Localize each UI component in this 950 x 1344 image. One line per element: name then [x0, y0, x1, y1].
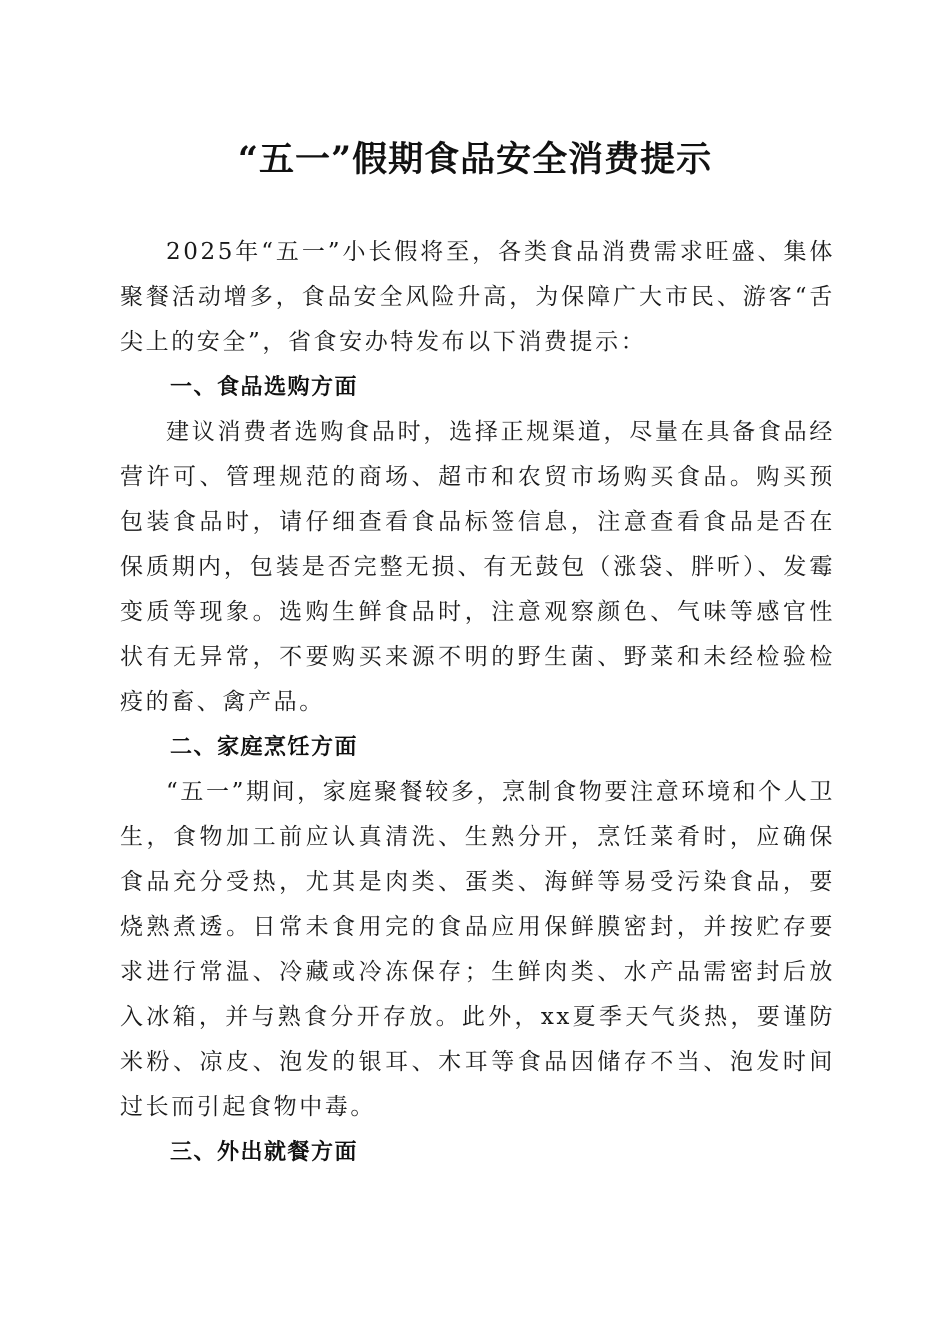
section-body-home-cooking: “五一”期间，家庭聚餐较多，烹制食物要注意环境和个人卫生，食物加工前应认真清洗、生熟分开，烹饪菜肴时，应确保食品充分受热，尤其是肉类、蛋类、海鲜等易受污染食品，要烧熟煮透。日常未食用完的食品应用保鲜膜密封，并按贮存要求进行常温、冷藏或冷冻保存；生鲜肉类、水产品需密封后放入冰箱，并与熟食分开存放。此外，xx夏季天气炎热，要谨防米粉、凉皮、泡发的银耳、木耳等食品因储存不当、泡发时间过长而引起食物中毒。 — [120, 779, 835, 1120]
document-title: “五一”假期食品安全消费提示 — [237, 139, 713, 180]
section-heading-food-purchase: 一、食品选购方面 — [170, 375, 359, 400]
section-heading-dining-out: 三、外出就餐方面 — [170, 1140, 359, 1165]
intro-paragraph: 2025年“五一”小长假将至，各类食品消费需求旺盛、集体聚餐活动增多，食品安全风险升高，为保障广大市民、游客“舌尖上的安全”，省食安办特发布以下消费提示： — [120, 239, 835, 355]
document-body — [120, 230, 835, 1175]
section-heading-home-cooking: 二、家庭烹饪方面 — [170, 735, 359, 760]
section-body-food-purchase: 建议消费者选购食品时，选择正规渠道，尽量在具备食品经营许可、管理规范的商场、超市和农贸市场购买食品。购买预包装食品时，请仔细查看食品标签信息，注意查看食品是否在保质期内，包装是否完整无损、有无鼓包（涨袋、胖听）、发霉变质等现象。选购生鲜食品时，注意观察颜色、气味等感官性状有无异常，不要购买来源不明的野生菌、野菜和未经检验检疫的畜、禽产品。 — [120, 419, 835, 715]
